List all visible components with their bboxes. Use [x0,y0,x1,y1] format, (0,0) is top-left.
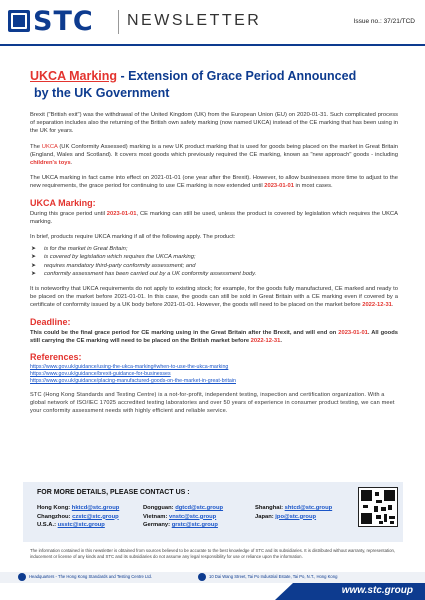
footer-website-link[interactable]: www.stc.group [341,585,413,596]
list-item-text: is for the market in Great Britain; [44,246,128,253]
contact-email-link[interactable]: grstc@stc.group [171,522,218,529]
contact-label: Germany: [143,522,172,529]
paragraph-ukca-definition [30,143,398,168]
header-divider [118,10,119,34]
paragraph-existing-stock [30,285,398,310]
contact-label: Shanghai: [255,505,285,511]
article-title-line2: by the UK Government [34,86,170,100]
contact-column-3 [255,504,332,521]
paragraph-requirements-intro: In brief, products require UKCA marking if all of the following apply. The product: [30,234,236,241]
paragraph-deadline [30,329,398,345]
article-body [30,68,398,415]
contact-row [143,513,223,522]
contact-email-link[interactable]: usstc@stc.group [57,522,105,529]
paragraph-brexit: Brexit ("British exit") was the withdrawal of the United Kingdom (UK) from the European Union (EU) on 2020-01-31. Such complicated process of separation includes also the returning of the British own safety marking (now named UKCA) instead of the CE marking that has been using in the UK for years. [30,112,398,135]
contact-row [143,521,223,530]
arrow-bullet-icon: ➤ [31,246,37,253]
text-span: The [30,143,42,150]
text-span: , CE marking can still be used, unless the product is covered by legislation which requires the UKCA marking. [30,210,398,225]
building-icon [18,573,26,581]
contact-label: Vietnam: [143,513,169,520]
text-span: . All goods still carrying the CE marking will need to be placed on the British market before [30,329,398,344]
text-span: This could be the final grace period for CE marking using in the Great Britain after the Brexit, and will end on [30,329,339,336]
title-rest: - Extension of Grace Period Announced [117,69,357,83]
contact-label: Japan: [255,513,276,520]
arrow-bullet-icon: ➤ [31,262,37,269]
contact-column-2 [143,504,223,530]
contact-row [255,513,332,522]
requirements-list [30,245,398,278]
toys-highlight: children's toys [30,160,71,167]
about-stc: STC (Hong Kong Standards and Testing Centre) is a not-for-profit, independent testing, inspection and certification organization. With a global network of ISO/IEC 17025 accredited testing laboratories and over 50 years of experience in consumer product testing, we can meet your conformity assessment needs with highly efficient and reliable service. [30,392,395,414]
list-item-text: is covered by legislation which requires the UKCA marking; [44,254,196,261]
reference-link[interactable]: https://www.gov.uk/guidance/placing-manufactured-goods-on-the-market-in-great-britain [30,378,236,385]
footer-address: 10 Dai Wang Street, Tai Po Industrial Estate, Tai Po, N.T., Hong Kong [209,574,338,579]
list-item-text: conformity assessment has been carried out by a UK conformity assessment body. [44,270,257,277]
text-span: The UKCA marking in fact came into effect on 2021-01-01 (one year after the Brexit). However, to allow businesses more time to adjust to the new requirements, the grace period for continuing to use CE marking is now extended until [30,175,398,190]
location-pin-icon [198,573,206,581]
paragraph-grace-period [30,210,398,226]
contact-column-1 [37,504,119,530]
newsletter-label: NEWSLETTER [127,12,262,29]
contact-email-link[interactable]: vnstc@stc.group [169,513,217,520]
list-item [30,245,398,253]
title-highlight: UKCA Marking [30,69,118,83]
text-span: in most cases. [293,183,333,190]
date-highlight: 2023-01-01 [338,329,368,336]
text-span: . [391,302,394,309]
footer-headquarters: Headquarters - The Hong Kong Standards and Testing Centre Ltd. [29,574,152,579]
section-heading-ukca: UKCA Marking: [30,197,96,208]
contact-row [37,504,119,513]
date-highlight: 2022-12-31 [362,302,392,309]
paragraph-effective-date [30,174,398,190]
reference-link[interactable]: https://www.gov.uk/guidance/using-the-ukca-marking#when-to-use-the-ukca-marking [30,364,229,371]
text-span: During this grace period until [30,210,107,217]
contact-row [143,504,223,513]
contact-email-link[interactable]: hktcd@stc.group [71,505,120,511]
contact-label: U.S.A.: [37,522,58,529]
issue-number: Issue no.: 37/21/TCD [353,18,415,25]
contact-title: FOR MORE DETAILS, PLEASE CONTACT US : [37,489,190,496]
contact-label: Changzhou: [37,513,73,520]
article-title [30,68,398,85]
contact-label: Dongguan: [143,505,176,511]
text-span: . [70,160,73,167]
text-span: (UK Conformity Assessed) marking is a new UK product marking that is used for goods being placed on the market in Great Britain (England, Wales and Scotland). It covers most goods which previously required the CE marking, known as "new approach" goods - including [30,143,398,158]
date-highlight: 2022-12-31 [250,337,281,344]
contact-email-link[interactable]: dgtcd@stc.group [175,505,224,511]
contact-email-link[interactable]: czstc@stc.group [72,513,119,520]
contact-email-link[interactable]: jpo@stc.group [275,513,317,520]
section-heading-deadline: Deadline: [30,316,71,327]
arrow-bullet-icon: ➤ [31,270,37,277]
contact-label: Hong Kong: [37,505,72,511]
contact-row [37,513,119,522]
list-item-text: requires mandatory third-party conformity assessment; and [44,262,196,269]
ukca-highlight: UKCA [41,143,58,150]
text-span: . [280,337,282,344]
section-heading-references: References: [30,352,82,363]
header-rule [0,44,425,46]
contact-row [37,521,119,530]
disclaimer-text: The information contained in this newsletter is obtained from sources believed to be accurate to the best knowledge of STC and its subsidiaries. It is distributed without warranty, representation, inducement or license of any kinds and STC and its subsidiaries do not assume any legal responsibility for use or reliance upon the information. [30,548,396,559]
stc-logo-icon [8,10,30,32]
page-header [0,0,425,44]
contact-box [23,482,403,542]
references-list [30,364,398,385]
reference-link[interactable]: https://www.gov.uk/guidance/brexit-guidance-for-businesses [30,371,171,378]
list-item [30,253,398,261]
list-item [30,270,398,278]
arrow-bullet-icon: ➤ [31,254,37,261]
date-highlight: 2023-01-01 [264,183,294,190]
list-item [30,262,398,270]
qr-code-icon[interactable] [358,487,398,527]
logo-text: STC [33,6,94,37]
contact-row [255,504,332,513]
page-footer [0,570,425,600]
date-highlight: 2023-01-01 [106,210,137,217]
contact-email-link[interactable]: shtcd@stc.group [284,505,333,511]
text-span: It is noteworthy that UKCA requirements do not apply to existing stock; for example, for the goods fully manufactured, CE marked and ready to be placed on the market before 2021-01-01. In this case, the goods can still be sold in Great Britain with a CE marking even if covered by a certificate of conformity issued by a UK body before 2021-01-01. However, the goods will need to be placed on the market before [30,286,398,309]
